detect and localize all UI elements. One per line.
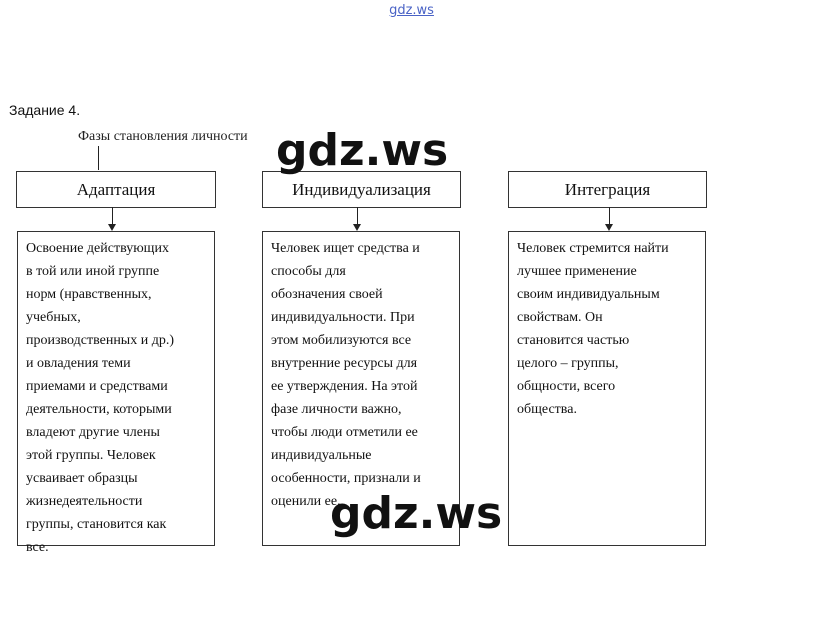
phase-box-individualization <box>262 171 461 208</box>
phase-description-adaptation: Освоение действующих в той или иной группе норм (нравственных, учебных, производственных и др.) и овладения теми приемами и средствами деятельности, которыми владеют другие члены этой группы. Человек усваивает образцы жизнедеятельности группы, становится как все. <box>17 231 215 546</box>
site-link[interactable]: gdz.ws <box>389 3 434 18</box>
task-label: Задание 4. <box>9 102 81 118</box>
phase-name: Интеграция <box>564 179 651 199</box>
watermark: gdz.ws <box>330 488 503 539</box>
arrow-down-icon <box>108 224 116 231</box>
phase-name: Индивидуализация <box>292 179 431 199</box>
watermark: gdz.ws <box>276 125 449 176</box>
diagram-title: Фазы становления личности <box>78 129 248 144</box>
arrow-down-icon <box>353 224 361 231</box>
phase-box-integration <box>508 171 707 208</box>
phase-description-integration: Человек стремится найти лучшее применение своим индивидуальным свойствам. Он становится частью целого – группы, общности, всего общества. <box>508 231 706 546</box>
phase-box-adaptation <box>16 171 216 208</box>
title-connector <box>98 146 99 170</box>
phase-description-individualization: Человек ищет средства и способы для обозначения своей индивидуальности. При этом мобилизуются все внутренние ресурсы для ее утверждения. На этой фазе личности важно, чтобы люди отметили ее индивидуальные особенности, признали и оценили ее. <box>262 231 460 546</box>
phase-name: Адаптация <box>76 179 156 199</box>
arrow-down-icon <box>605 224 613 231</box>
